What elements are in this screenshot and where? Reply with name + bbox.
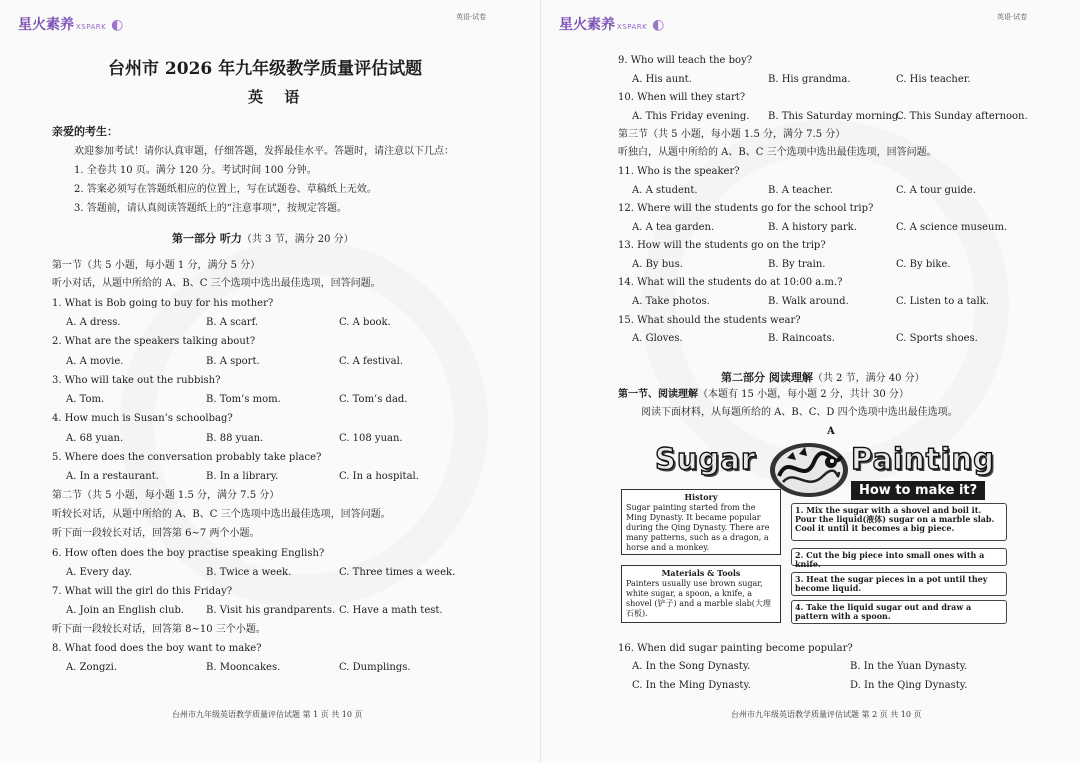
reading-sec1-title: 第一节、阅读理解 xyxy=(618,389,698,400)
dragon-icon xyxy=(769,442,849,498)
part2-note: （共 2 节，满分 40 分） xyxy=(812,373,925,384)
q9-option-c: C. His teacher. xyxy=(896,74,971,85)
q3-option-b: B. Tom’s mom. xyxy=(206,394,281,405)
q2-option-c: C. A festival. xyxy=(339,356,404,367)
q12-option-a: A. A tea garden. xyxy=(632,222,715,233)
q10-stem: 10. When will they start? xyxy=(618,92,746,103)
part1-heading xyxy=(172,230,354,246)
corner-text: 英语·试卷 xyxy=(997,13,1028,21)
q4-option-a: A. 68 yuan. xyxy=(66,433,124,444)
q1-option-a: A. A dress. xyxy=(66,317,121,328)
materials-box xyxy=(621,565,781,623)
q11-option-a: A. A student. xyxy=(632,185,698,196)
materials-title: Materials & Tools xyxy=(661,568,741,578)
q7-option-c: C. Have a math test. xyxy=(339,605,443,616)
q14-option-c: C. Listen to a talk. xyxy=(896,296,989,307)
q16-option-d: D. In the Qing Dynasty. xyxy=(850,680,968,691)
q14-option-b: B. Walk around. xyxy=(768,296,849,307)
q12-option-b: B. A history park. xyxy=(768,222,857,233)
q15-option-b: B. Raincoats. xyxy=(768,333,835,344)
note-2: 2. 答案必须写在答题纸相应的位置上，写在试题卷、草稿纸上无效。 xyxy=(74,184,377,195)
part2-heading xyxy=(721,369,925,385)
q9-stem: 9. Who will teach the boy? xyxy=(618,55,753,66)
brand-name: 星火素养 xyxy=(559,17,615,33)
q9-option-a: A. His aunt. xyxy=(632,74,692,85)
q16-option-b: B. In the Yuan Dynasty. xyxy=(850,661,968,672)
q13-stem: 13. How will the students go on the trip? xyxy=(618,240,826,251)
q6-option-c: C. Three times a week. xyxy=(339,567,456,578)
q8-stem: 8. What food does the boy want to make? xyxy=(52,643,262,654)
passage-label: A xyxy=(827,426,835,437)
q10-option-a: A. This Friday evening. xyxy=(632,111,750,122)
q16-stem: 16. When did sugar painting become popular? xyxy=(618,643,853,654)
q11-stem: 11. Who is the speaker? xyxy=(618,166,740,177)
q13-option-c: C. By bike. xyxy=(896,259,951,270)
page-footer: 台州市九年级英语教学质量评估试题 第 1 页 共 10 页 xyxy=(172,710,363,719)
q15-stem: 15. What should the students wear? xyxy=(618,315,801,326)
exam-page-2 xyxy=(540,0,1080,763)
part1-title: 第一部分 听力 xyxy=(172,232,242,245)
corner-text: 英语·试卷 xyxy=(456,13,487,21)
q15-option-a: A. Gloves. xyxy=(632,333,683,344)
reading-sec1-note: （本题有 15 小题，每小题 2 分，共计 30 分） xyxy=(698,389,909,400)
q4-stem: 4. How much is Susan’s schoolbag? xyxy=(52,413,233,424)
q10-option-c: C. This Sunday afternoon. xyxy=(896,111,1028,122)
q7-stem: 7. What will the girl do this Friday? xyxy=(52,586,233,597)
sec3-title: 第三节（共 5 小题，每小题 1.5 分，满分 7.5 分） xyxy=(618,129,846,140)
q5-option-b: B. In a library. xyxy=(206,471,279,482)
q14-stem: 14. What will the students do at 10:00 a.m.? xyxy=(618,277,843,288)
step-4: 4. Take the liquid sugar out and draw a pattern with a spoon. xyxy=(791,600,1007,624)
q9-option-b: B. His grandma. xyxy=(768,74,851,85)
q1-option-b: B. A scarf. xyxy=(206,317,259,328)
reading-sec1-heading xyxy=(618,389,909,401)
q5-option-c: C. In a hospital. xyxy=(339,471,419,482)
part1-note: （共 3 节，满分 20 分） xyxy=(241,234,354,245)
q5-option-a: A. In a restaurant. xyxy=(66,471,159,482)
q8-option-a: A. Zongzi. xyxy=(66,662,118,673)
q1-stem: 1. What is Bob going to buy for his mother? xyxy=(52,298,274,309)
q4-option-c: C. 108 yuan. xyxy=(339,433,403,444)
q6-option-b: B. Twice a week. xyxy=(206,567,292,578)
sec2-sub-instruction-1: 听下面一段较长对话，回答第 6~7 两个小题。 xyxy=(52,528,260,539)
step-1: 1. Mix the sugar with a shovel and boil it. Pour the liquid(液体) sugar on a marble slab. Cool it until it becomes a big piece. xyxy=(791,503,1007,541)
brand-logo: 星火素养 XSPARK ◐ xyxy=(559,17,665,33)
q1-option-c: C. A book. xyxy=(339,317,391,328)
materials-text: Painters usually use brown sugar, white sugar, a spoon, a knife, a shovel (铲子) and a marble slab(大理石板). xyxy=(626,579,771,618)
q12-stem: 12. Where will the students go for the school trip? xyxy=(618,203,874,214)
dragon-illustration xyxy=(769,442,849,498)
q2-option-a: A. A movie. xyxy=(66,356,124,367)
q3-option-a: A. Tom. xyxy=(66,394,105,405)
intro-text: 欢迎参加考试！请你认真审题，仔细答题，发挥最佳水平。答题时，请注意以下几点： xyxy=(74,146,454,157)
note-1: 1. 全卷共 10 页。满分 120 分。考试时间 100 分钟。 xyxy=(74,165,317,176)
q13-option-b: B. By train. xyxy=(768,259,826,270)
q5-stem: 5. Where does the conversation probably take place? xyxy=(52,452,322,463)
sec2-instruction: 听较长对话，从题中所给的 A、B、C 三个选项中选出最佳选项，回答问题。 xyxy=(52,509,391,520)
q7-option-b: B. Visit his grandparents. xyxy=(206,605,336,616)
poster-word-painting: Painting xyxy=(851,442,995,476)
history-text: Sugar painting started from the Ming Dynasty. It became popular during the Qing Dynasty. There are many patterns, such as a dragon, a horse and a monkey. xyxy=(626,503,770,552)
q6-option-a: A. Every day. xyxy=(66,567,132,578)
part2-title: 第二部分 阅读理解 xyxy=(721,371,813,384)
q11-option-c: C. A tour guide. xyxy=(896,185,977,196)
note-3: 3. 答题前，请认真阅读答题纸上的“注意事项”，按规定答题。 xyxy=(74,203,347,214)
q8-option-c: C. Dumplings. xyxy=(339,662,411,673)
q2-option-b: B. A sport. xyxy=(206,356,260,367)
history-title: History xyxy=(684,492,718,502)
reading-instruction: 阅读下面材料，从每题所给的 A、B、C、D 四个选项中选出最佳选项。 xyxy=(641,407,958,418)
exam-subject: 英 语 xyxy=(248,88,308,106)
step-2: 2. Cut the big piece into small ones with a knife. xyxy=(791,548,1007,566)
q16-option-a: A. In the Song Dynasty. xyxy=(632,661,751,672)
exam-title: 台州市 2026 年九年级教学质量评估试题 xyxy=(108,59,423,79)
q8-option-b: B. Mooncakes. xyxy=(206,662,281,673)
q15-option-c: C. Sports shoes. xyxy=(896,333,978,344)
q6-stem: 6. How often does the boy practise speaking English? xyxy=(52,548,325,559)
q3-option-c: C. Tom’s dad. xyxy=(339,394,408,405)
q11-option-b: B. A teacher. xyxy=(768,185,833,196)
brand-sub: XSPARK xyxy=(76,23,107,31)
brand-sub: XSPARK xyxy=(617,23,648,31)
q10-option-b: B. This Saturday morning. xyxy=(768,111,902,122)
history-box xyxy=(621,489,781,555)
page-footer: 台州市九年级英语教学质量评估试题 第 2 页 共 10 页 xyxy=(731,710,922,719)
poster-word-sugar: Sugar xyxy=(655,442,757,476)
q16-option-c: C. In the Ming Dynasty. xyxy=(632,680,751,691)
q2-stem: 2. What are the speakers talking about? xyxy=(52,336,256,347)
q12-option-c: C. A science museum. xyxy=(896,222,1008,233)
sec1-instruction: 听小对话，从题中所给的 A、B、C 三个选项中选出最佳选项，回答问题。 xyxy=(52,278,381,289)
brand-name: 星火素养 xyxy=(18,17,74,33)
q13-option-a: A. By bus. xyxy=(632,259,683,270)
step-3: 3. Heat the sugar pieces in a pot until they become liquid. xyxy=(791,572,1007,596)
sec2-title: 第二节（共 5 小题，每小题 1.5 分，满分 7.5 分） xyxy=(52,490,280,501)
brand-logo: 星火素养 XSPARK ◐ xyxy=(18,17,124,33)
q14-option-a: A. Take photos. xyxy=(632,296,710,307)
q3-stem: 3. Who will take out the rubbish? xyxy=(52,375,221,386)
sec2-sub-instruction-2: 听下面一段较长对话，回答第 8~10 三个小题。 xyxy=(52,624,266,635)
greeting: 亲爱的考生： xyxy=(52,125,118,138)
q4-option-b: B. 88 yuan. xyxy=(206,433,264,444)
sec1-title: 第一节（共 5 小题，每小题 1 分，满分 5 分） xyxy=(52,260,261,271)
sec3-instruction: 听独白，从题中所给的 A、B、C 三个选项中选出最佳选项，回答问题。 xyxy=(618,147,937,158)
how-to-banner: How to make it? xyxy=(851,481,985,500)
q7-option-a: A. Join an English club. xyxy=(66,605,185,616)
